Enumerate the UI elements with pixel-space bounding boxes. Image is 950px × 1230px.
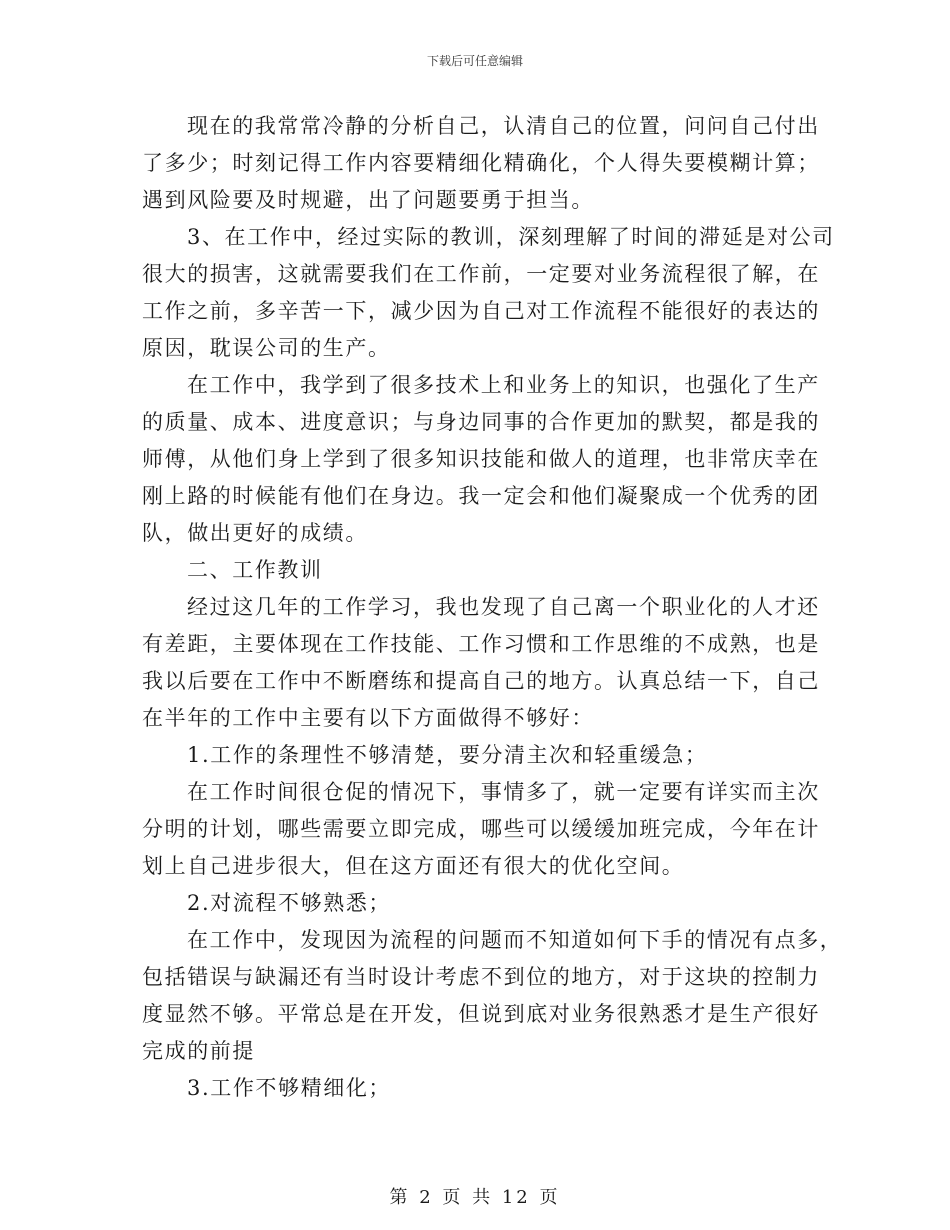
text-line: 现在的我常常冷静的分析自己，认清自己的位置，问问自己付出: [187, 114, 820, 138]
page-number: 第 2 页 共 12 页: [389, 1187, 561, 1208]
text-line: 我以后要在工作中不断磨练和提高自己的地方。认真总结一下，自己: [142, 669, 820, 693]
paragraph: [142, 774, 820, 885]
text-line: 在工作时间很仓促的情况下，事情多了，就一定要有详实而主次: [187, 780, 820, 804]
paragraph: [142, 589, 820, 737]
text-line: 在半年的工作中主要有以下方面做得不够好：: [142, 706, 594, 730]
text-line: 在工作中，发现因为流程的问题而不知道如何下手的情况有点多，: [187, 928, 843, 952]
text-line: 包括错误与缺漏还有当时设计考虑不到位的地方，对于这块的控制力: [142, 965, 820, 989]
list-item: [142, 1070, 810, 1107]
text-line: 分明的计划，哪些需要立即完成，哪些可以缓缓加班完成，今年在计: [142, 817, 820, 841]
list-item: [142, 737, 810, 774]
paragraph: [142, 367, 820, 552]
text-line: 度显然不够。平常总是在开发，但说到底对业务很熟悉才是生产很好: [142, 1002, 820, 1026]
text-line: 2.对流程不够熟悉；: [187, 891, 392, 915]
text-line: 遇到风险要及时规避，出了问题要勇于担当。: [142, 188, 594, 212]
text-line: 1.工作的条理性不够清楚，要分清主次和轻重缓急；: [187, 743, 708, 767]
text-line: 了多少；时刻记得工作内容要精细化精确化，个人得失要模糊计算；: [142, 151, 820, 175]
paragraph: [142, 922, 843, 1070]
text-line: 3.工作不够精细化；: [187, 1076, 392, 1100]
text-line: 的质量、成本、进度意识；与身边同事的合作更加的默契，都是我的: [142, 410, 820, 434]
text-line: 3、在工作中，经过实际的教训，深刻理解了时间的滞延是对公司: [187, 225, 835, 249]
paragraph: [142, 108, 820, 219]
text-line: 二、工作教训: [187, 558, 323, 582]
text-line: 经过这几年的工作学习，我也发现了自己离一个职业化的人才还: [187, 595, 820, 619]
list-item: [142, 885, 810, 922]
text-line: 完成的前提: [142, 1039, 255, 1063]
text-line: 在工作中，我学到了很多技术上和业务上的知识，也强化了生产: [187, 373, 820, 397]
text-line: 原因，耽误公司的生产。: [142, 336, 391, 360]
text-line: 有差距，主要体现在工作技能、工作习惯和工作思维的不成熟，也是: [142, 632, 820, 656]
paragraph: [142, 219, 835, 367]
text-line: 队，做出更好的成绩。: [142, 521, 368, 545]
section-heading: [142, 552, 810, 589]
text-line: 工作之前，多辛苦一下，减少因为自己对工作流程不能很好的表达的: [142, 299, 820, 323]
document-body: [142, 108, 843, 1107]
text-line: 划上自己进步很大，但在这方面还有很大的优化空间。: [142, 854, 685, 878]
text-line: 刚上路的时候能有他们在身边。我一定会和他们凝聚成一个优秀的团: [142, 484, 820, 508]
text-line: 师傅，从他们身上学到了很多知识技能和做人的道理，也非常庆幸在: [142, 447, 820, 471]
page-header-note: 下载后可任意编辑: [426, 54, 523, 68]
text-line: 很大的损害，这就需要我们在工作前，一定要对业务流程很了解，在: [142, 262, 820, 286]
